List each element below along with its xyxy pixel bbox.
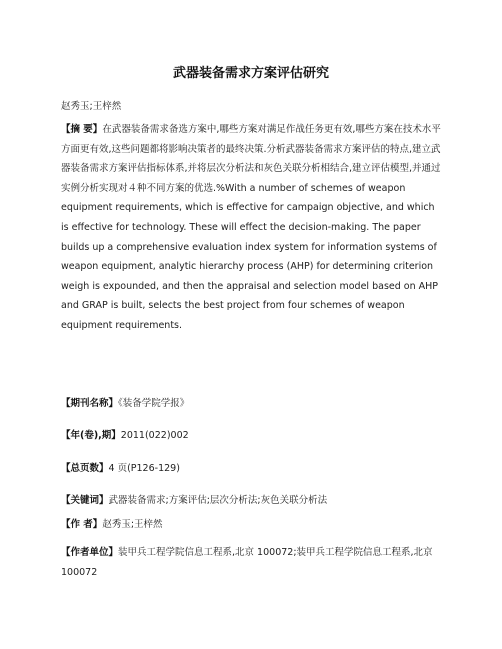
keywords-row — [61, 492, 445, 510]
author-label: 【作 者】 — [61, 519, 103, 530]
keywords-value: 武器装备需求;方案评估;层次分析法;灰色关联分析法 — [108, 495, 328, 506]
paper-title: 武器装备需求方案评估研究 — [172, 66, 329, 81]
issue-value: 2011(022)002 — [120, 430, 189, 441]
affiliation-value: 装甲兵工程学院信息工程系,北京 100072;装甲兵工程学院信息工程系,北京 100072 — [61, 547, 433, 578]
author-value: 赵秀玉;王梓然 — [102, 519, 163, 530]
journal-value: 《装备学院学报》 — [118, 398, 190, 409]
paper-authors: 赵秀玉;王梓然 — [61, 101, 122, 112]
pages-label: 【总页数】 — [61, 463, 109, 474]
keywords-label: 【关键词】 — [61, 495, 109, 506]
issue-label: 【年(卷),期】 — [61, 430, 121, 441]
abstract-block — [61, 120, 445, 336]
issue-row — [61, 427, 445, 445]
journal-label: 【期刊名称】 — [61, 398, 119, 409]
pages-row — [61, 460, 445, 478]
abstract-label: 【摘 要】 — [61, 124, 103, 135]
pages-value: 4 页(P126-129) — [108, 463, 180, 474]
affiliation-row — [61, 543, 445, 583]
abstract-text: 在武器装备需求备选方案中,哪些方案对满足作战任务更有效,哪些方案在技术水平方面更有效,这些问题都将影响决策者的最终决策.分析武器装备需求方案评估的特点,建立武器装备需求方案评估指标体系,并将层次分析法和灰色关联分析相结合,建立评估模型,并通过实例分析实现对４种不同方案的优选.%With a number of schemes of weapon equipment requirements, which is effective for campaign objective, and which is effective for technology. These will effect the decision-making. The paper builds up a comprehensive evaluation index system for information systems of weapon equipment, analytic hierarchy process (AHP) for determining criterion weigh is expounded, and then the appraisal and selection model based on AHP and GRAP is built, selects the best project from four schemes of weapon equipment requirements. — [61, 124, 441, 331]
affiliation-label: 【作者单位】 — [61, 547, 119, 558]
author-row — [61, 516, 445, 534]
journal-row — [61, 395, 445, 413]
